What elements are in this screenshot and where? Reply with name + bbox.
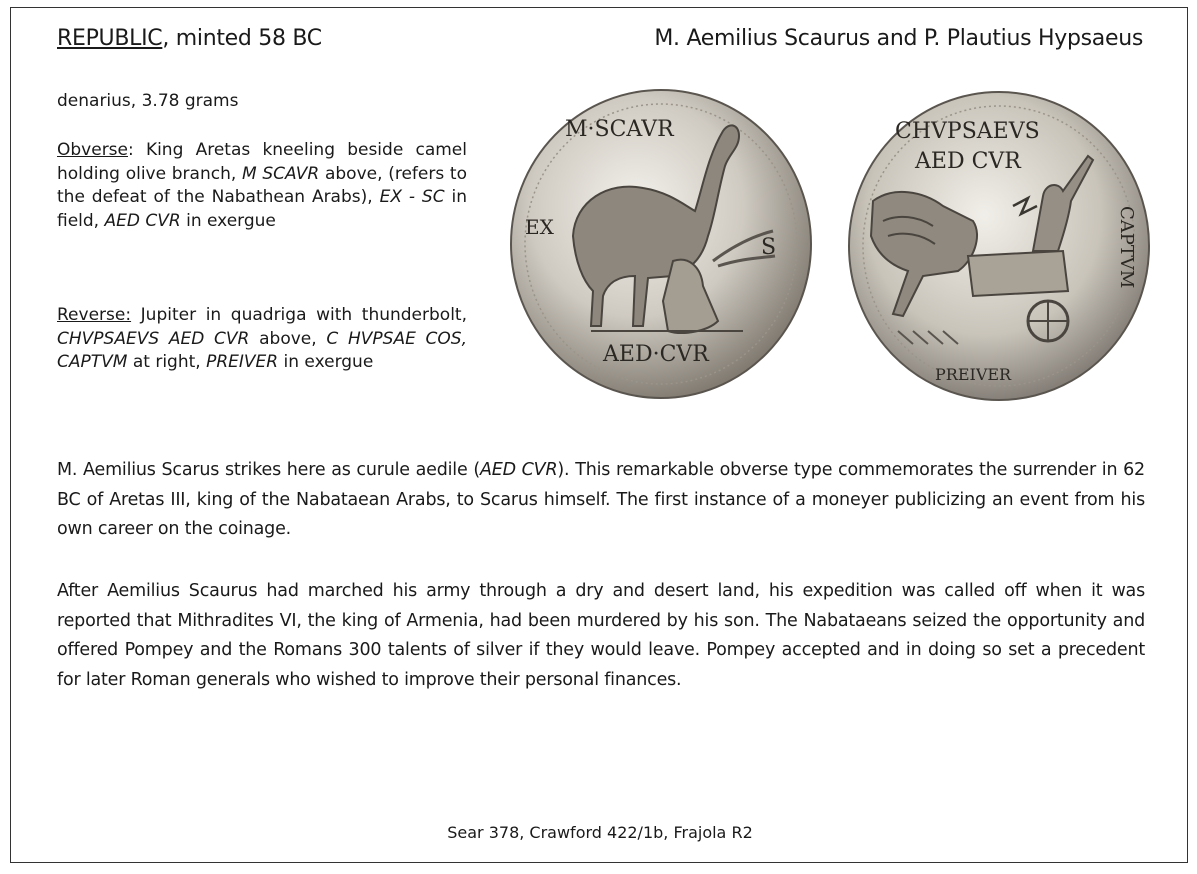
paragraph-italic: AED CVR [479,460,558,480]
reverse-mid-legend: AED CVR [915,149,1021,174]
commentary-paragraph-2: After Aemilius Scaurus had marched his army through a dry and desert land, his expedition was called off when it was reported that Mithradites VI, the king of Armenia, had been murdered by his son. The Nabataeans seized the opportunity and offered Pompey and the Romans 300 talents of silver if they would leave. Pompey accepted and in doing so set a precedent for later Roman generals who wished to improve their personal finances. [57,581,1145,690]
coin-photo [503,86,1163,406]
obverse-label: Obverse [57,140,128,160]
obverse-description [57,139,467,233]
reverse-text: in exergue [278,352,374,372]
period-label: REPUBLIC [57,26,163,51]
reverse-legend: CHVPSAEVS AED CVR [57,328,250,349]
reverse-text: at right, [127,352,207,372]
reverse-bottom-legend: PREIVER [935,365,1012,384]
obverse-coin [511,90,811,398]
reverse-top-legend: CHVPSAEVS [895,119,1040,144]
obverse-text: in field, [57,187,468,231]
paragraph-text: ). This remarkable obverse type commemorates the surrender in 62 BC of Aretas III, king of the Nabataean Arabs, to Scarus himself. The first instance of a moneyer publicizing an event from his own career on the coinage. [57,460,1145,539]
minted-date: , minted 58 BC [162,26,322,51]
chariot [968,251,1068,296]
reverse-legend-2: C HVPSAE COS, CAPTVM [57,328,468,372]
reverse-right-legend: CAPTVM [1116,206,1137,289]
obverse-legend: M SCAVR [241,163,320,184]
reverse-description [57,304,467,375]
reverse-label: Reverse: [57,305,132,325]
denomination: denarius, 3.78 grams [57,91,239,111]
paragraph-text: M. Aemilius Scarus strikes here as curule aedile ( [57,460,480,480]
catalog-card [10,7,1188,863]
obverse-field: EX - SC [379,187,445,207]
obverse-exergue: AED CVR [104,210,181,231]
reverse-exergue: PREIVER [206,352,279,372]
obverse-text: : King Aretas kneeling beside camel holding olive branch, [57,140,467,184]
obverse-text: in exergue [180,210,276,231]
commentary-paragraph-1 [57,456,1145,545]
obverse-text: above, (refers to the defeat of the Nabathean Arabs), [57,163,467,207]
obverse-top-legend: M·SCAVR [565,117,674,142]
issue-heading [57,26,322,51]
reverse-coin [849,92,1149,400]
obverse-left-legend: EX [525,215,554,239]
moneyers-heading: M. Aemilius Scaurus and P. Plautius Hypsaeus [654,26,1143,51]
catalog-reference: Sear 378, Crawford 422/1b, Frajola R2 [447,823,753,842]
obverse-exergue-legend: AED·CVR [603,342,709,367]
reverse-text: above, [249,328,327,349]
reverse-text: Jupiter in quadriga with thunderbolt, [131,305,467,325]
obverse-right-legend: S [761,235,777,260]
